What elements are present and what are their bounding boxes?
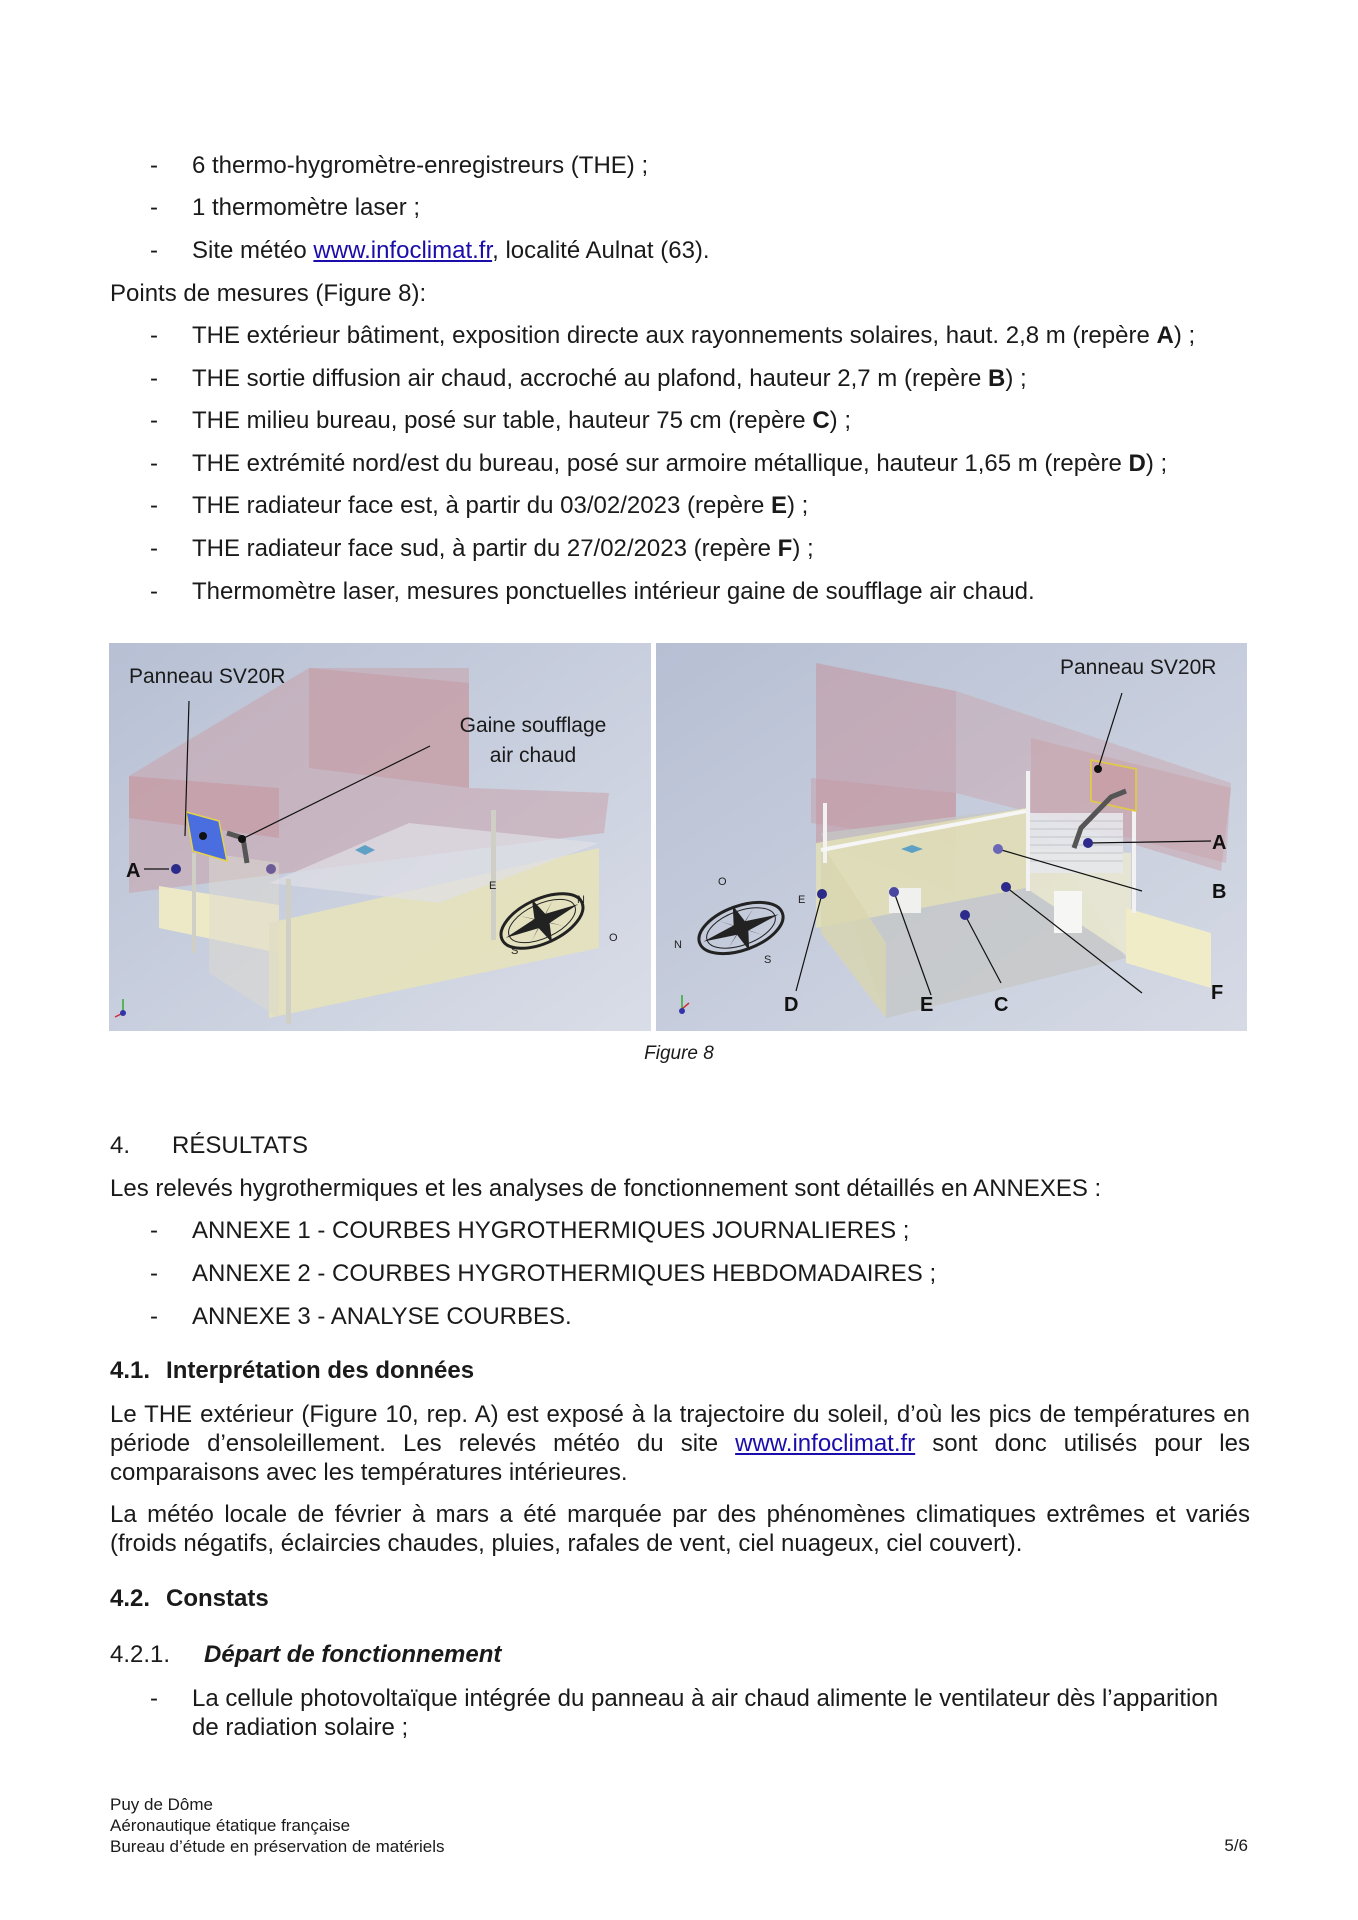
list-item-text <box>192 578 1035 606</box>
point-mark: A <box>1156 322 1174 349</box>
sensor-c-dot <box>960 910 970 920</box>
figure-caption: Figure 8 <box>644 1043 714 1064</box>
marker-d-label: D <box>784 994 799 1016</box>
point-text: Thermomètre laser, mesures ponctuelles intérieur gaine de soufflage air chaud. <box>192 578 1035 605</box>
paragraph-text: sont donc utilisés pour les comparaisons avec les températures intérieures. <box>110 1430 1250 1486</box>
bullet-dash: - <box>150 237 158 264</box>
text-prefix: Site météo <box>192 237 314 264</box>
compass-s: S <box>764 954 772 966</box>
point-text: THE radiateur face est, à partir du 03/02/2023 (repère <box>192 492 771 519</box>
section-title: RÉSULTATS <box>172 1132 309 1159</box>
marker-b-label: B <box>1212 881 1227 903</box>
marker-e-label: E <box>920 994 934 1016</box>
point-mark: D <box>1128 450 1146 477</box>
paragraph-text: Le THE extérieur (Figure 10, rep. A) est exposé à la trajectoire du soleil, d’où les pics de températures en période d’ensoleillement. Les relevés météo du site <box>110 1401 1250 1457</box>
section-4-1-paragraph-2: La météo locale de février à mars a été marquée par des phénomènes climatiques extrêmes et variés (froids négatifs, éclaircies chaudes, pluies, rafales de vent, ciel nuageux, ciel couvert). <box>110 1501 1250 1557</box>
point-mark: F <box>777 535 793 562</box>
list-item-text-line1: La cellule photovoltaïque intégrée du panneau à air chaud alimente le ventilateur dès l’apparition <box>192 1685 1219 1712</box>
sensor-f-dot <box>1001 882 1011 892</box>
footer-line-3: Bureau d’étude en préservation de matériels <box>110 1837 445 1856</box>
point-text: THE milieu bureau, posé sur table, hauteur 75 cm (repère <box>192 407 813 434</box>
building-3d-model-right <box>656 643 1247 1031</box>
compass-o: O <box>609 932 618 944</box>
bullet-dash: - <box>150 450 158 477</box>
annexe-item: ANNEXE 2 - COURBES HYGROTHERMIQUES HEBDOMADAIRES ; <box>192 1260 937 1287</box>
figure-8-left-view <box>109 643 651 1031</box>
points-heading: Points de mesures (Figure 8): <box>110 280 427 307</box>
marker-f-label: F <box>1211 982 1224 1004</box>
point-end: ) ; <box>1145 450 1168 477</box>
infoclimat-link[interactable]: www.infoclimat.fr <box>313 237 493 264</box>
label-panneau-sv20r: Panneau SV20R <box>129 665 286 688</box>
figure-8-right-view <box>656 643 1247 1031</box>
section-number: 4. <box>110 1132 131 1159</box>
text-suffix: , localité Aulnat (63). <box>492 237 710 264</box>
list-item-text <box>192 407 851 435</box>
list-item-text <box>192 492 808 520</box>
section-4-1-heading <box>110 1357 474 1385</box>
sensor-a-dot <box>1083 838 1093 848</box>
list-item-text: 1 thermomètre laser ; <box>192 194 421 221</box>
section-4-1-paragraph-1 <box>110 1400 1250 1487</box>
point-text: THE extérieur bâtiment, exposition directe aux rayonnements solaires, haut. 2,8 m (repère <box>192 322 1157 349</box>
bullet-dash: - <box>150 194 158 221</box>
list-item-text <box>192 237 710 265</box>
footer-line-1: Puy de Dôme <box>110 1795 213 1814</box>
list-item-text-line2: de radiation solaire ; <box>192 1714 409 1741</box>
list-item-text <box>192 535 814 563</box>
bullet-dash: - <box>150 535 158 562</box>
list-item-text: 6 thermo-hygromètre-enregistreurs (THE) ; <box>192 152 649 179</box>
point-text: THE sortie diffusion air chaud, accroché au plafond, hauteur 2,7 m (repère <box>192 365 988 392</box>
section-4-heading <box>110 1132 308 1160</box>
bullet-dash: - <box>150 1260 158 1287</box>
list-item-text <box>192 322 1195 350</box>
bullet-dash: - <box>150 492 158 519</box>
bullet-dash: - <box>150 152 158 179</box>
point-mark: C <box>812 407 830 434</box>
compass-e: E <box>489 880 497 892</box>
section-title: Interprétation des données <box>166 1357 475 1384</box>
label-gaine-line2: air chaud <box>489 744 577 767</box>
point-end: ) ; <box>1005 365 1027 392</box>
sensor-a-dot <box>171 864 181 874</box>
bullet-dash: - <box>150 1685 158 1712</box>
compass-o: O <box>718 876 727 888</box>
section-4-2-1-heading <box>110 1641 501 1669</box>
compass-n: N <box>674 939 682 951</box>
point-end: ) ; <box>829 407 851 434</box>
compass-e: E <box>798 894 806 906</box>
section-4-2-heading <box>110 1585 269 1613</box>
sensor-d-dot <box>817 889 827 899</box>
bullet-dash: - <box>150 365 158 392</box>
sensor-e-dot <box>889 887 899 897</box>
point-text: THE extrémité nord/est du bureau, posé sur armoire métallique, hauteur 1,65 m (repère <box>192 450 1129 477</box>
footer-line-2: Aéronautique étatique française <box>110 1816 351 1835</box>
section-title: Constats <box>166 1585 269 1612</box>
point-end: ) ; <box>792 535 814 562</box>
label-panneau-sv20r: Panneau SV20R <box>1060 656 1217 679</box>
bullet-dash: - <box>150 407 158 434</box>
bullet-dash: - <box>150 322 158 349</box>
point-mark: E <box>771 492 788 519</box>
section-number: 4.2. <box>110 1585 151 1612</box>
section-title: Départ de fonctionnement <box>204 1641 502 1668</box>
compass-s: S <box>511 945 519 957</box>
sensor-b-dot <box>993 844 1003 854</box>
annexe-item: ANNEXE 1 - COURBES HYGROTHERMIQUES JOURNALIERES ; <box>192 1217 910 1244</box>
label-gaine-line1: Gaine soufflage <box>459 714 607 737</box>
section-number: 4.1. <box>110 1357 151 1384</box>
section-number: 4.2.1. <box>110 1641 171 1668</box>
section-4-intro: Les relevés hygrothermiques et les analyses de fonctionnement sont détaillés en ANNEXES : <box>110 1175 1102 1202</box>
list-item-text <box>192 365 1027 393</box>
point-text: THE radiateur face sud, à partir du 27/02/2023 (repère <box>192 535 778 562</box>
point-mark: B <box>988 365 1006 392</box>
bullet-dash: - <box>150 578 158 605</box>
infoclimat-link[interactable]: www.infoclimat.fr <box>735 1430 916 1457</box>
list-item-text <box>192 450 1167 478</box>
point-end: ) ; <box>1173 322 1196 349</box>
marker-a-label: A <box>126 860 141 882</box>
point-end: ) ; <box>787 492 809 519</box>
marker-a-label: A <box>1212 832 1227 854</box>
compass-n: N <box>577 894 585 906</box>
bullet-dash: - <box>150 1303 158 1330</box>
marker-c-label: C <box>994 994 1009 1016</box>
bullet-dash: - <box>150 1217 158 1244</box>
page-number: 5/6 <box>1224 1836 1248 1855</box>
annexe-item: ANNEXE 3 - ANALYSE COURBES. <box>192 1303 572 1330</box>
building-3d-model-left <box>109 643 651 1031</box>
